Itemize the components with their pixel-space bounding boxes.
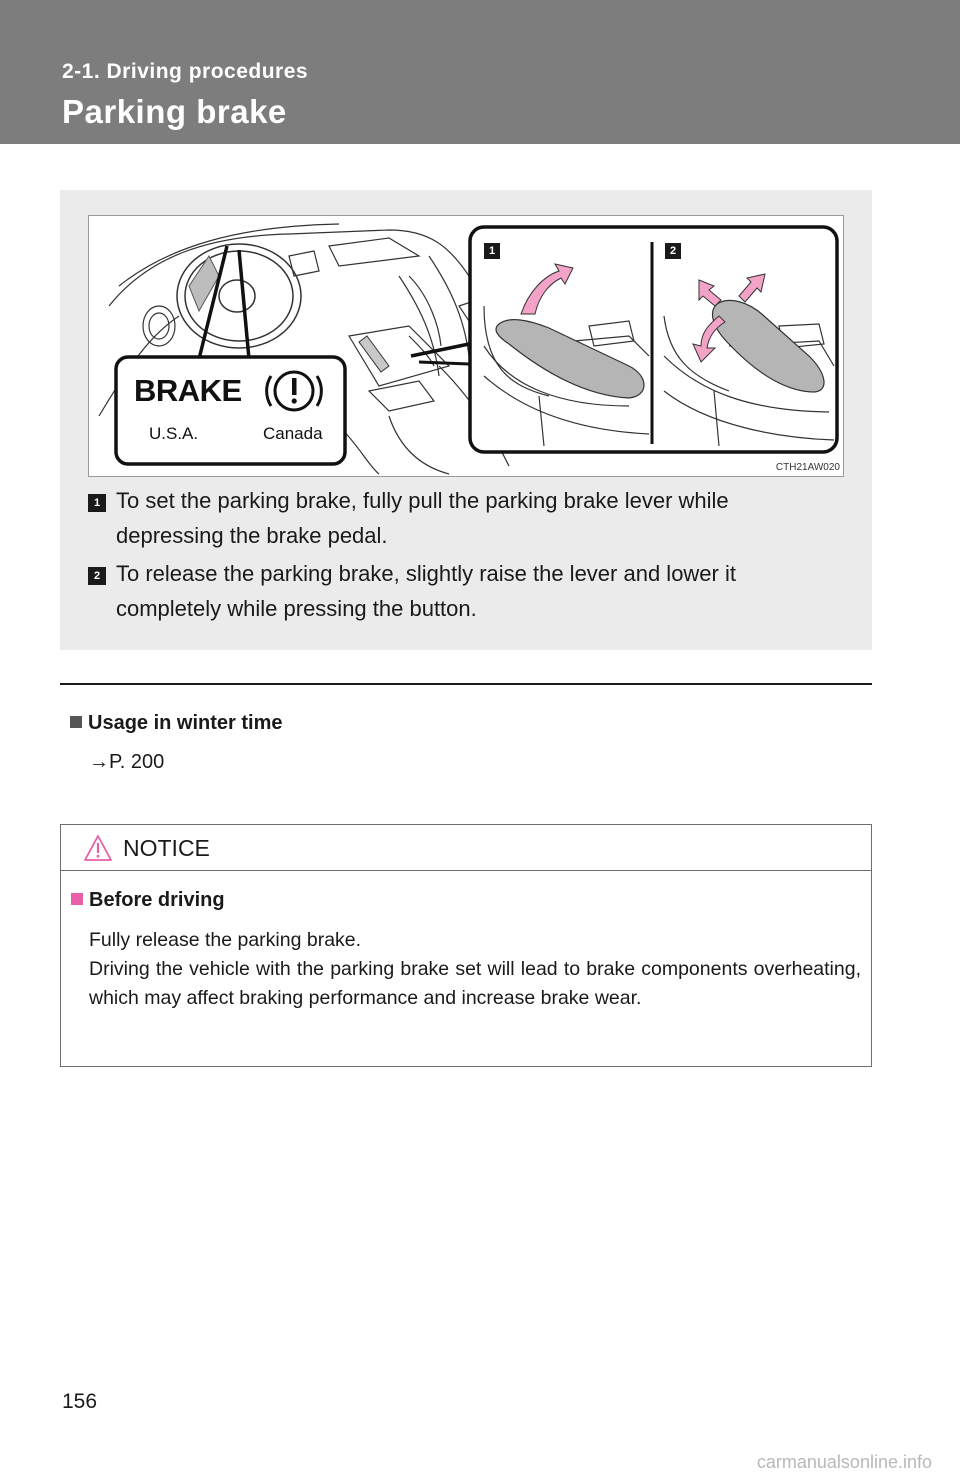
notice-header [61,825,871,871]
notice-line-2: Driving the vehicle with the parking brake set will lead to brake components overheating, which may affect braking performance and increase brake wear. [89,958,861,1009]
step-marker-2: 2 [88,567,106,585]
chapter-header [0,0,960,144]
notice-box [60,824,872,1067]
square-bullet-icon [71,893,83,905]
usage-heading [70,712,283,735]
notice-line-1: Fully release the parking brake. [89,929,362,951]
label-usa: U.S.A. [149,424,199,443]
step-marker-1: 1 [88,494,106,512]
label-canada: Canada [263,424,323,443]
step-text: To release the parking brake, slightly raise the lever and lower it completely while pressing the button. [116,561,736,621]
section-divider [60,683,872,685]
square-bullet-icon [70,716,82,728]
brake-indicator-text: BRAKE [134,373,242,408]
step-text: To set the parking brake, fully pull the parking brake lever while depressing the brake pedal. [116,488,729,548]
page-number: 156 [62,1390,98,1413]
page-title: Parking brake [62,93,287,130]
parking-brake-illustration [88,215,844,477]
watermark: carmanualsonline.info [756,1452,932,1472]
figure-code: CTH21AW020 [775,462,840,473]
notice-body [89,926,861,1013]
step-release-brake [88,556,838,626]
warning-triangle-icon [83,834,113,862]
notice-title: NOTICE [123,835,210,861]
step-set-brake [88,483,838,553]
notice-subheading-text: Before driving [89,889,225,911]
section-label: 2-1. Driving procedures [62,60,309,83]
page-reference-link[interactable]: →P. 200 [89,751,165,773]
cabin-drawing [89,216,843,476]
notice-subheading [71,889,225,912]
illustration-marker-2: 2 [665,243,681,259]
illustration-marker-1: 1 [484,243,500,259]
usage-heading-text: Usage in winter time [88,712,283,734]
